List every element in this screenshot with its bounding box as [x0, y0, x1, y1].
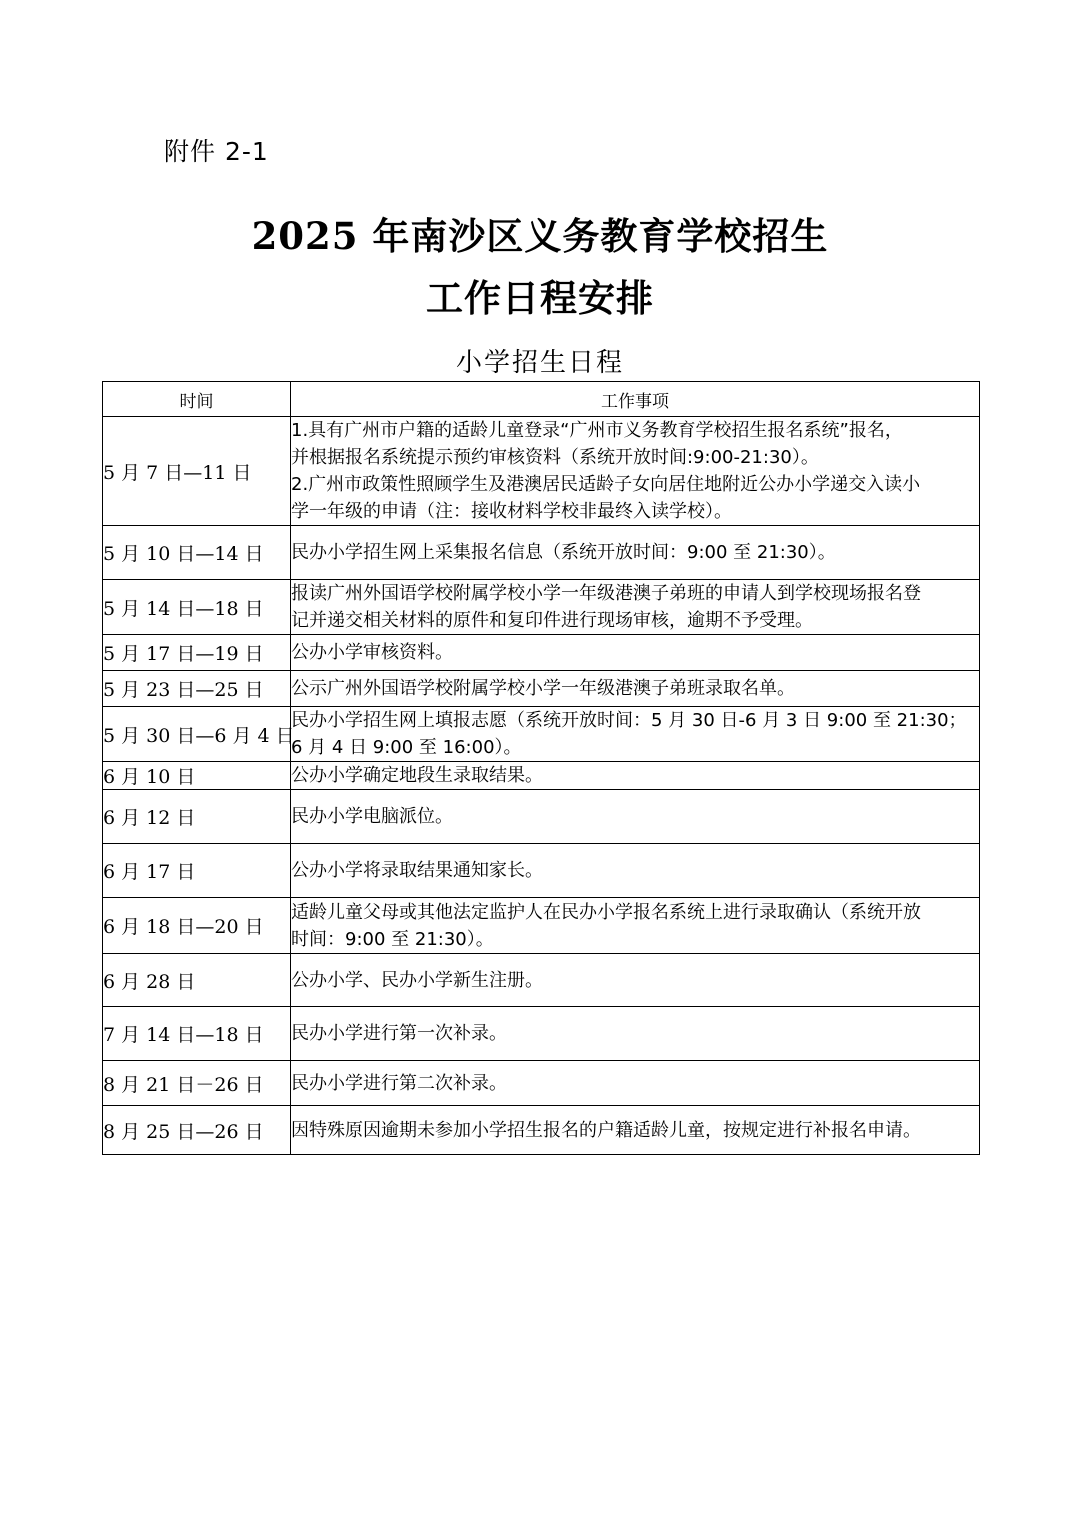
work-item-line: 6 月 4 日 9:00 至 16:00）。: [291, 737, 522, 758]
table-row: [103, 707, 980, 762]
work-item-line: 报读广州外国语学校附属学校小学一年级港澳子弟班的申请人到学校现场报名登: [291, 583, 921, 604]
column-header-work-items: 工作事项: [291, 382, 980, 417]
time-cell: 8 月 21 日－26 日: [103, 1061, 291, 1106]
work-item-line: 因特殊原因逾期未参加小学招生报名的户籍适龄儿童，按规定进行补报名申请。: [291, 1119, 921, 1141]
time-cell: 5 月 17 日—19 日: [103, 635, 291, 671]
work-item-cell: [291, 844, 980, 898]
work-item-cell: [291, 707, 980, 762]
work-item-line: 2.广州市政策性照顾学生及港澳居民适龄子女向居住地附近公办小学递交入读小: [291, 474, 921, 495]
table-row: [103, 954, 980, 1007]
table-row: [103, 526, 980, 580]
table-row: [103, 1007, 980, 1061]
time-cell: 5 月 10 日—14 日: [103, 526, 291, 580]
work-item-line: 公办小学将录取结果通知家长。: [291, 860, 543, 881]
table-row: [103, 844, 980, 898]
work-item-line: 公示广州外国语学校附属学校小学一年级港澳子弟班录取名单。: [291, 678, 795, 699]
time-cell: 6 月 17 日: [103, 844, 291, 898]
work-item-line: 时间：9:00 至 21:30）。: [291, 928, 494, 950]
attachment-label: 附件 2-1: [164, 137, 269, 166]
work-item-line: 记并递交相关材料的原件和复印件进行现场审核，逾期不予受理。: [291, 610, 813, 631]
work-item-cell: [291, 762, 980, 790]
table-row: [103, 898, 980, 954]
work-item-line: 适龄儿童父母或其他法定监护人在民办小学报名系统上进行录取确认（系统开放: [291, 901, 921, 923]
work-item-line: 民办小学进行第一次补录。: [291, 1023, 507, 1044]
time-cell: 6 月 28 日: [103, 954, 291, 1007]
work-item-cell: [291, 898, 980, 954]
section-title: 小学招生日程: [455, 348, 624, 378]
document-title-line-1: 2025 年南沙区义务教育学校招生: [251, 214, 829, 258]
work-item-cell: [291, 1061, 980, 1106]
table-row: [103, 671, 980, 707]
table-row: [103, 1106, 980, 1155]
time-cell: 5 月 7 日—11 日: [103, 417, 291, 526]
work-item-line: 民办小学电脑派位。: [291, 806, 453, 827]
work-item-line: 民办小学招生网上填报志愿（系统开放时间：5 月 30 日-6 月 3 日 9:00 至 21:30；: [291, 710, 967, 731]
table-row: [103, 417, 980, 526]
work-item-cell: [291, 954, 980, 1007]
work-item-line: 民办小学招生网上采集报名信息（系统开放时间：9:00 至 21:30）。: [291, 542, 836, 563]
table-row: [103, 580, 980, 635]
table-row: [103, 762, 980, 790]
time-cell: 6 月 18 日—20 日: [103, 898, 291, 954]
table-row: [103, 1061, 980, 1106]
time-cell: 8 月 25 日—26 日: [103, 1106, 291, 1155]
work-item-line: 公办小学确定地段生录取结果。: [291, 765, 543, 786]
work-item-line: 并根据报名系统提示预约审核资料（系统开放时间:9:00-21:30）。: [291, 447, 819, 468]
document-title-line-2: 工作日程安排: [426, 276, 654, 320]
table-row: [103, 790, 980, 844]
time-cell: 7 月 14 日—18 日: [103, 1007, 291, 1061]
work-item-line: 公办小学审核资料。: [291, 642, 453, 663]
work-item-cell: [291, 790, 980, 844]
work-item-line: 1.具有广州市户籍的适龄儿童登录“广州市义务教育学校招生报名系统”报名，: [291, 420, 903, 441]
work-item-cell: [291, 526, 980, 580]
work-item-cell: [291, 671, 980, 707]
time-cell: 5 月 14 日—18 日: [103, 580, 291, 635]
work-item-cell: [291, 635, 980, 671]
schedule-table: [102, 381, 980, 1155]
time-cell: 5 月 23 日—25 日: [103, 671, 291, 707]
work-item-cell: [291, 1106, 980, 1155]
time-cell: 5 月 30 日—6 月 4 日: [103, 707, 291, 762]
work-item-cell: [291, 1007, 980, 1061]
time-cell: 6 月 12 日: [103, 790, 291, 844]
work-item-cell: [291, 580, 980, 635]
work-item-line: 学一年级的申请（注：接收材料学校非最终入读学校）。: [291, 501, 732, 522]
time-cell: 6 月 10 日: [103, 762, 291, 790]
work-item-cell: [291, 417, 980, 526]
column-header-time: 时间: [103, 382, 291, 417]
work-item-line: 公办小学、民办小学新生注册。: [291, 969, 543, 991]
table-header-row: [103, 382, 980, 417]
work-item-line: 民办小学进行第二次补录。: [291, 1072, 507, 1094]
table-row: [103, 635, 980, 671]
